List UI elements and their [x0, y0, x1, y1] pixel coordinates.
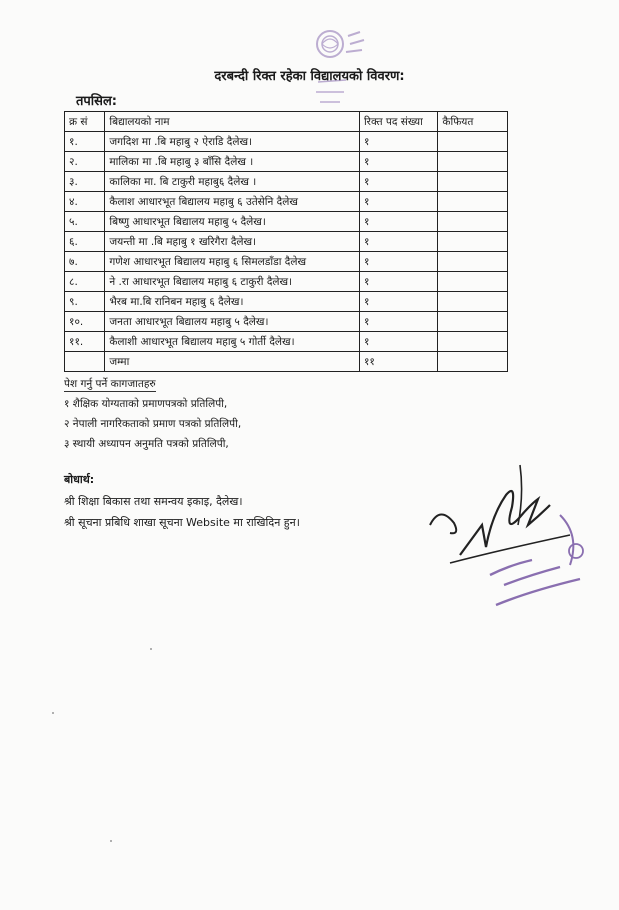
cell-vacant-posts: १	[359, 332, 437, 352]
bodhartha-line: श्री शिक्षा बिकास तथा समन्वय इकाइ, दैलेख।	[64, 495, 243, 508]
cell-remarks	[438, 252, 508, 272]
cell-vacant-posts: १	[359, 152, 437, 172]
cell-vacant-posts: १	[359, 232, 437, 252]
table-row	[65, 252, 508, 272]
cell-school-name: कालिका मा. बि टाकुरी महाबु६ दैलेख ।	[105, 172, 360, 192]
cell-school-name: गणेश आधारभूत बिद्यालय महाबु ६ सिमलडाँडा दैलेख	[105, 252, 360, 272]
cell-remarks	[438, 292, 508, 312]
table-row	[65, 292, 508, 312]
cell-vacant-posts: १	[359, 132, 437, 152]
scan-speck	[110, 840, 112, 842]
table-row	[65, 332, 508, 352]
cell-total-label: जम्मा	[105, 352, 360, 372]
cell-serial: १०.	[65, 312, 105, 332]
cell-school-name: जनता आधारभूत बिद्यालय महाबु ५ दैलेख।	[105, 312, 360, 332]
cell-vacant-posts: १	[359, 252, 437, 272]
vacancy-table	[64, 111, 508, 372]
cell-school-name: भैरब मा.बि रानिबन महाबु ६ दैलेख।	[105, 292, 360, 312]
cell-serial: ८.	[65, 272, 105, 292]
table-row	[65, 232, 508, 252]
cell-serial: ५.	[65, 212, 105, 232]
cell-remarks	[438, 152, 508, 172]
subtitle: तपसिल:	[76, 94, 117, 109]
cell-remarks	[438, 212, 508, 232]
cell-serial: ३.	[65, 172, 105, 192]
cell-remarks	[438, 132, 508, 152]
table-row	[65, 212, 508, 232]
cell-remarks	[438, 172, 508, 192]
document-item: १ शैक्षिक योग्यताको प्रमाणपत्रको प्रतिलिपी,	[64, 398, 228, 410]
cell-vacant-posts: १	[359, 272, 437, 292]
cell-vacant-posts: १	[359, 212, 437, 232]
cell-remarks	[438, 312, 508, 332]
page-title: दरबन्दी रिक्त रहेका विद्यालयको विवरण:	[214, 69, 405, 84]
header-remarks: कैफियत	[438, 112, 508, 132]
cell-vacant-posts: १	[359, 192, 437, 212]
table-row	[65, 272, 508, 292]
cell-remarks	[438, 332, 508, 352]
bodhartha-line: श्री सूचना प्रबिधि शाखा सूचना Website मा राखिदिन हुन।	[64, 516, 300, 529]
cell-serial: २.	[65, 152, 105, 172]
cell-empty	[438, 352, 508, 372]
cell-school-name: जगदिश मा .बि महाबु २ ऐराडि दैलेख।	[105, 132, 360, 152]
cell-serial: ७.	[65, 252, 105, 272]
cell-total-value: ११	[359, 352, 437, 372]
documents-heading: पेश गर्नु पर्ने कागजातहरु	[64, 378, 156, 390]
document-item: ३ स्थायी अध्यापन अनुमति पत्रको प्रतिलिपी,	[64, 438, 229, 450]
header-school-name: बिद्यालयको नाम	[105, 112, 360, 132]
cell-vacant-posts: १	[359, 292, 437, 312]
table-row	[65, 132, 508, 152]
cell-serial: १.	[65, 132, 105, 152]
scan-speck	[150, 648, 152, 650]
cell-school-name: ने .रा आधारभूत बिद्यालय महाबु ६ टाकुरी दैलेख।	[105, 272, 360, 292]
cell-remarks	[438, 272, 508, 292]
table-row	[65, 172, 508, 192]
header-serial: क्र सं	[65, 112, 105, 132]
table-total-row	[65, 352, 508, 372]
bodhartha-heading: बोधार्थ:	[64, 473, 95, 486]
cell-vacant-posts: १	[359, 172, 437, 192]
cell-serial: ११.	[65, 332, 105, 352]
cell-serial: ६.	[65, 232, 105, 252]
table-row	[65, 312, 508, 332]
table-row	[65, 152, 508, 172]
table-header-row	[65, 112, 508, 132]
cell-serial: ४.	[65, 192, 105, 212]
table-row	[65, 192, 508, 212]
cell-school-name: कैलाश आधारभूत बिद्यालय महाबु ६ उतेसेनि दैलेख	[105, 192, 360, 212]
scan-speck	[52, 712, 54, 714]
cell-remarks	[438, 192, 508, 212]
cell-school-name: बिष्णु आधारभूत बिद्यालय महाबु ५ दैलेख।	[105, 212, 360, 232]
document-item: २ नेपाली नागरिकताको प्रमाण पत्रको प्रतिलिपी,	[64, 418, 242, 430]
header-vacant-posts: रिक्त पद संख्या	[359, 112, 437, 132]
cell-school-name: जयन्ती मा .बि महाबु १ खरिगैरा दैलेख।	[105, 232, 360, 252]
cell-school-name: कैलाशी आधारभूत बिद्यालय महाबु ५ गोर्ती दैलेख।	[105, 332, 360, 352]
cell-remarks	[438, 232, 508, 252]
cell-school-name: मालिका मा .बि महाबु ३ बाँसि दैलेख ।	[105, 152, 360, 172]
signature-and-stamp	[420, 455, 600, 630]
cell-vacant-posts: १	[359, 312, 437, 332]
cell-empty	[65, 352, 105, 372]
cell-serial: ९.	[65, 292, 105, 312]
